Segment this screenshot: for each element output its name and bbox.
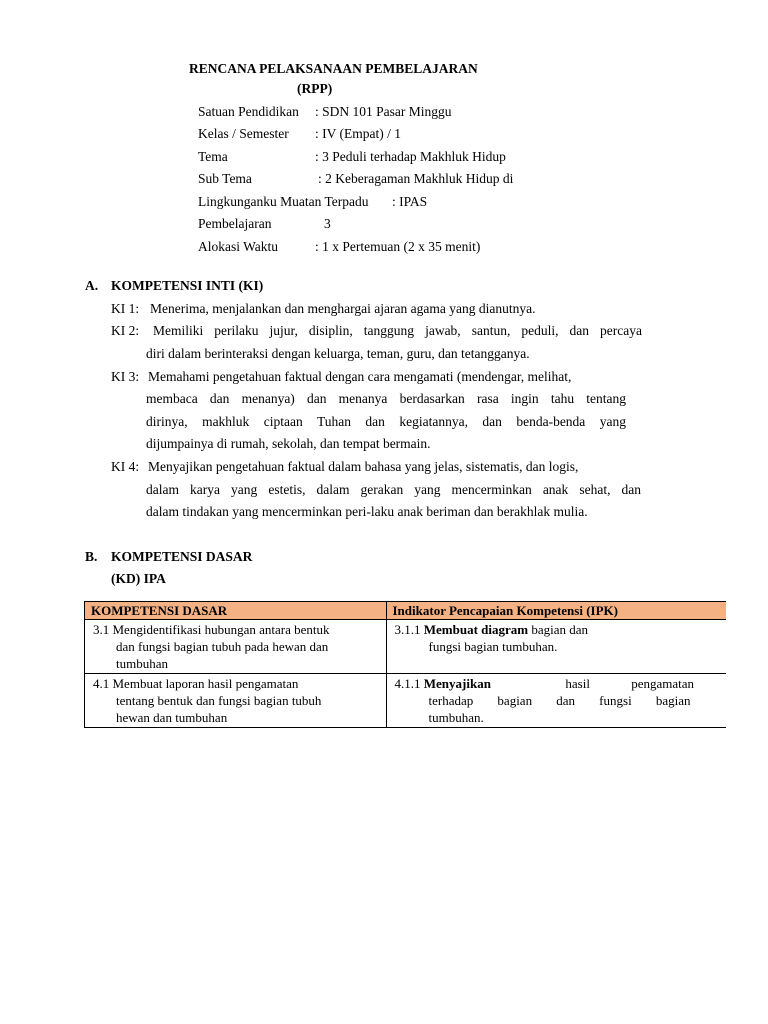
- section-b-title: KOMPETENSI DASAR: [111, 549, 253, 564]
- ki3-text-line4: dijumpainya di rumah, sekolah, dan tempat bermain.: [146, 436, 431, 451]
- table-row: [85, 674, 727, 728]
- ipk-number: 4.1.1: [394, 676, 421, 691]
- section-b-marker: B.: [85, 549, 98, 564]
- ki3-label: KI 3:: [111, 369, 140, 384]
- ipk-line: [395, 675, 695, 692]
- kd-line: dan fungsi bagian tubuh pada hewan dan: [116, 639, 329, 654]
- kd-table: [84, 601, 726, 728]
- ki2-text-line2: diri dalam berinteraksi dengan keluarga, teman, guru, dan tetangganya.: [146, 346, 530, 361]
- identity-label-kelas: Kelas / Semester: [198, 126, 289, 141]
- ki1-label: KI 1:: [111, 301, 140, 316]
- kd-line: 3.1 Mengidentifikasi hubungan antara bentuk: [93, 622, 330, 637]
- ipk-line: tumbuhan.: [428, 710, 484, 725]
- header-kompetensi-dasar: KOMPETENSI DASAR: [85, 602, 387, 620]
- section-b-subtitle: (KD) IPA: [111, 571, 166, 586]
- identity-label-pembelajaran: Pembelajaran: [198, 216, 272, 231]
- table-header-row: [85, 602, 727, 620]
- ki4-text-line3: dalam tindakan yang mencerminkan peri-laku anak beriman dan berakhlak mulia.: [146, 504, 588, 519]
- identity-value-satuan: : SDN 101 Pasar Minggu: [315, 104, 452, 119]
- kd-line: tentang bentuk dan fungsi bagian tubuh: [116, 693, 322, 708]
- kd-line: 4.1 Membuat laporan hasil pengamatan: [93, 676, 299, 691]
- ipk-line: [395, 621, 723, 638]
- identity-label-muatan: Lingkunganku Muatan Terpadu: [198, 194, 369, 209]
- ki2-label: KI 2:: [111, 323, 140, 338]
- identity-label-alokasi: Alokasi Waktu: [198, 239, 279, 254]
- section-a-marker: A.: [85, 278, 99, 293]
- ki3-text-line2: membaca dan menanya) dan menanya berdasarkan rasa ingin tahu tentang: [146, 391, 626, 406]
- ki3-text-line3: dirinya, makhluk ciptaan Tuhan dan kegiatannya, dan benda-benda yang: [146, 414, 626, 429]
- kd-line: hewan dan tumbuhan: [116, 710, 228, 725]
- identity-value-subtema: : 2 Keberagaman Makhluk Hidup di: [318, 171, 514, 186]
- kd-cell: [85, 674, 387, 728]
- ki2-text-line1: Memiliki perilaku jujur, disiplin, tanggung jawab, santun, peduli, dan percaya: [153, 323, 642, 338]
- kd-line: tumbuhan: [116, 656, 168, 671]
- ki4-text-line2: dalam karya yang estetis, dalam gerakan yang mencerminkan anak sehat, dan: [146, 482, 641, 497]
- section-a-title: KOMPETENSI INTI (KI): [111, 278, 264, 293]
- table-row: [85, 620, 727, 674]
- ipk-keyword: Membuat diagram: [423, 622, 529, 637]
- ipk-cell: [386, 674, 726, 728]
- ki1-text: Menerima, menjalankan dan menghargai ajaran agama yang dianutnya.: [150, 301, 536, 316]
- identity-value-muatan: : IPAS: [392, 194, 428, 209]
- ipk-text: bagian dan: [531, 622, 589, 637]
- kd-cell: [85, 620, 387, 674]
- ki4-text-line1: Menyajikan pengetahuan faktual dalam bahasa yang jelas, sistematis, dan logis,: [148, 459, 579, 474]
- ipk-text: hasil pengamatan: [565, 676, 694, 691]
- identity-value-tema: : 3 Peduli terhadap Makhluk Hidup: [315, 149, 506, 164]
- ipk-keyword: Menyajikan: [423, 676, 491, 691]
- document-subtitle: (RPP): [297, 81, 333, 96]
- identity-value-kelas: : IV (Empat) / 1: [315, 126, 401, 141]
- identity-label-satuan: Satuan Pendidikan: [198, 104, 299, 119]
- ipk-number: 3.1.1: [394, 622, 421, 637]
- header-ipk: Indikator Pencapaian Kompetensi (IPK): [386, 602, 726, 620]
- document-title: RENCANA PELAKSANAAN PEMBELAJARAN: [189, 61, 478, 76]
- identity-label-subtema: Sub Tema: [198, 171, 252, 186]
- identity-value-alokasi: : 1 x Pertemuan (2 x 35 menit): [315, 239, 481, 254]
- ipk-line: fungsi bagian tumbuhan.: [428, 639, 558, 654]
- identity-value-pembelajaran: 3: [324, 216, 331, 231]
- identity-label-tema: Tema: [198, 149, 228, 164]
- ki3-text-line1: Memahami pengetahuan faktual dengan cara mengamati (mendengar, melihat,: [148, 369, 572, 384]
- ipk-cell: [386, 620, 726, 674]
- ipk-line: terhadap bagian dan fungsi bagian: [428, 693, 691, 708]
- ki4-label: KI 4:: [111, 459, 140, 474]
